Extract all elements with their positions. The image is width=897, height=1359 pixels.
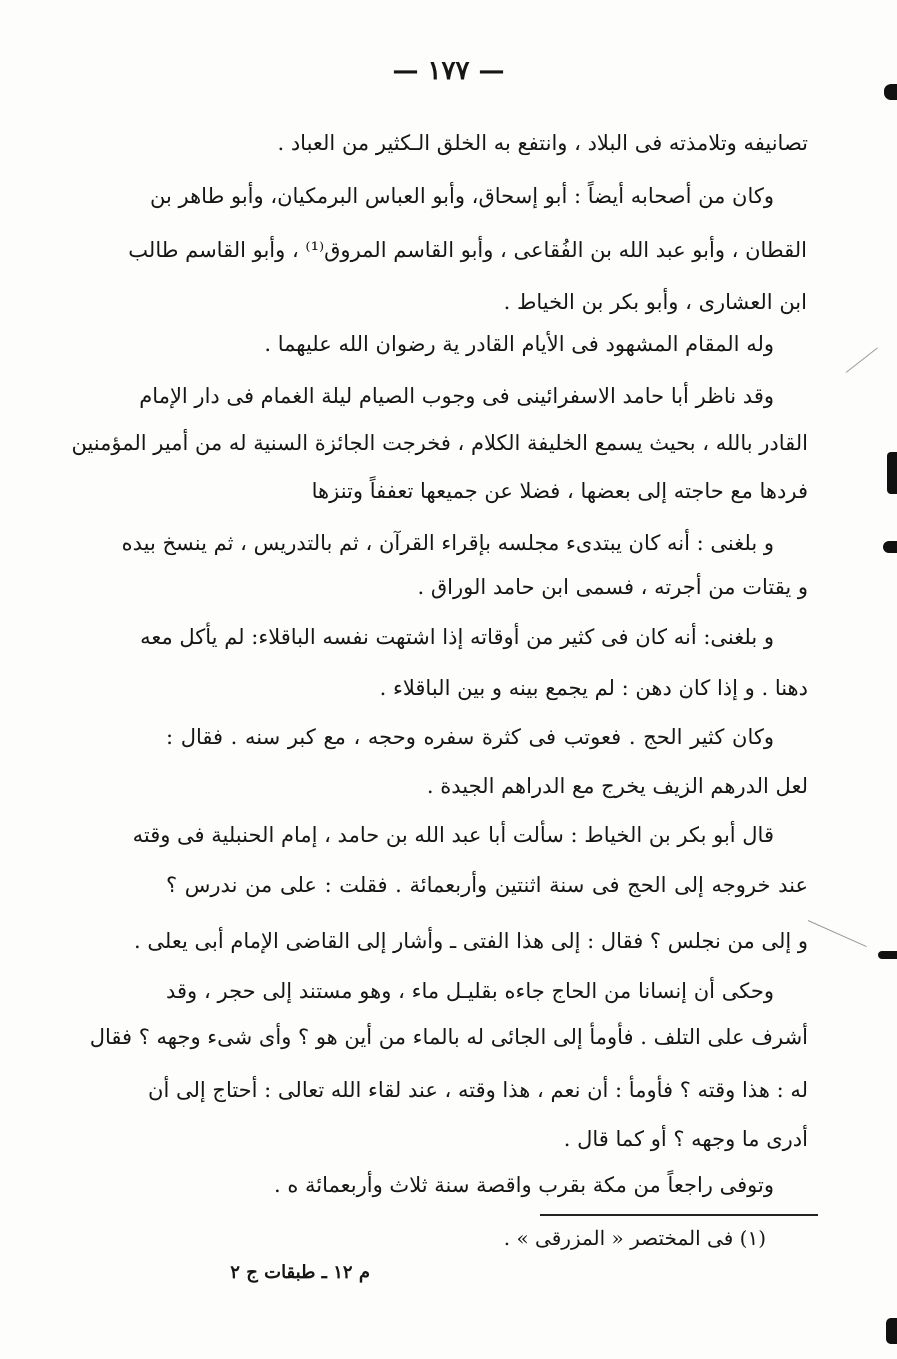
text-line-3: القطان ، وأبو عبد الله بن الفُقاعى ، وأبو القاسم المروق⁽¹⁾ ، وأبو القاسم طالب [128,238,807,262]
text-line-10: و يقتات من أجرته ، فسمى ابن حامد الوراق . [417,575,808,599]
text-line-8: فردها مع حاجته إلى بعضها ، فضلا عن جميعها تعففاً وتنزها [311,479,808,503]
scan-edge-mark [886,1318,897,1344]
scan-edge-mark [884,84,897,100]
text-line-1: تصانيفه وتلامذته فى البلاد ، وانتفع به الخلق الـكثير من العباد . [277,131,808,155]
text-line-12: دهنا . و إذا كان دهن : لم يجمع بينه و بين الباقلاء . [379,676,808,700]
text-line-9: و بلغنى : أنه كان يبتدىء مجلسه بإقراء القرآن ، ثم بالتدريس ، ثم ينسخ بيده [121,531,774,555]
text-line-16: عند خروجه إلى الحج فى سنة اثنتين وأربعمائة . فقلت : على من ندرس ؟ [166,873,808,897]
text-line-7: القادر بالله ، بحيث يسمع الخليفة الكلام ، فخرجت الجائزة السنية له من أمير المؤمنين [71,431,808,455]
text-line-5: وله المقام المشهود فى الأيام القادر ية رضوان الله عليهما . [264,332,774,356]
scan-edge-mark [878,951,897,959]
text-line-21: أدرى ما وجهه ؟ أو كما قال . [563,1127,808,1151]
text-line-15: قال أبو بكر بن الخياط : سألت أبا عبد الله بن حامد ، إمام الحنبلية فى وقته [132,823,774,847]
text-line-11: و بلغنى: أنه كان فى كثير من أوقاته إذا اشتهت نفسه الباقلاء: لم يأكل معه [140,625,774,649]
text-line-17: و إلى من نجلس ؟ فقال : إلى هذا الفتى ـ وأشار إلى القاضى الإمام أبى يعلى . [134,929,808,953]
page-number: — ١٧٧ — [392,56,505,86]
text-line-4: ابن العشارى ، وأبو بكر بن الخياط . [503,290,807,314]
text-line-14: لعل الدرهم الزيف يخرج مع الدراهم الجيدة . [426,774,808,798]
text-line-22: وتوفى راجعاً من مكة بقرب واقصة سنة ثلاث وأربعمائة ه . [273,1173,774,1197]
signature-mark: م ١٢ ـ طبقات ج ٢ [230,1262,370,1283]
footnote: (١) فى المختصر « المزرقى » . [503,1226,766,1250]
scan-scratch [808,920,867,947]
text-line-13: وكان كثير الحج . فعوتب فى كثرة سفره وحجه ، مع كبر سنه . فقال : [166,725,774,749]
text-line-20: له : هذا وقته ؟ فأومأ : أن نعم ، هذا وقته ، عند لقاء الله تعالى : أحتاج إلى أن [148,1078,808,1102]
scan-edge-mark [887,452,897,494]
scan-scratch [846,347,878,372]
text-line-2: وكان من أصحابه أيضاً : أبو إسحاق، وأبو العباس البرمكيان، وأبو طاهر بن [150,184,774,208]
text-line-6: وقد ناظر أبا حامد الاسفرائينى فى وجوب الصيام ليلة الغمام فى دار الإمام [139,384,774,408]
footnote-separator [540,1214,818,1216]
scan-edge-mark [883,541,897,553]
text-line-19: أشرف على التلف . فأومأ إلى الجائى له بالماء من أين هو ؟ وأى شىء وجهه ؟ فقال [89,1025,808,1049]
text-line-18: وحكى أن إنسانا من الحاج جاءه بقليـل ماء ، وهو مستند إلى حجر ، وقد [166,979,774,1003]
